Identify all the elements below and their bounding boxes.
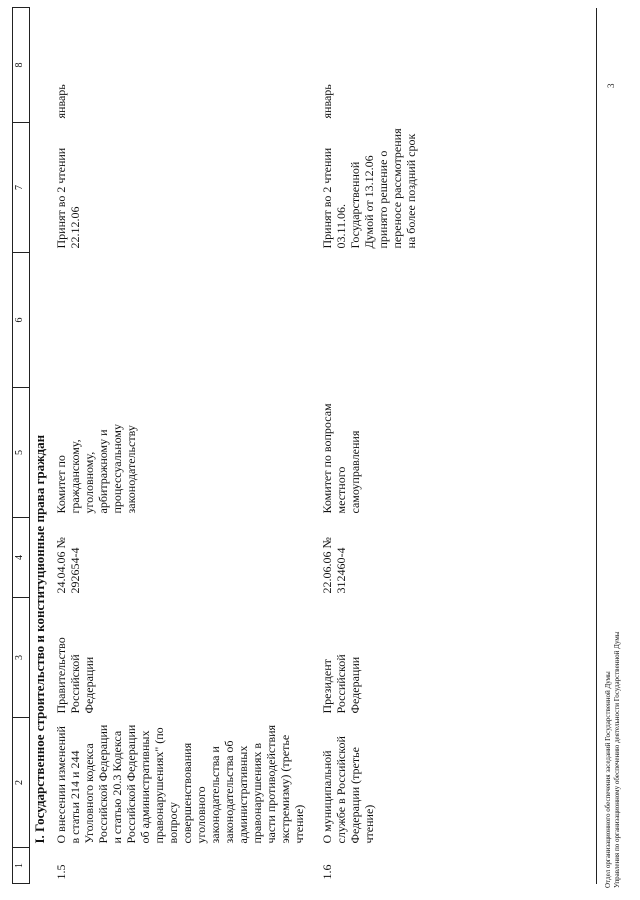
footer-line: Управления по организационному обеспечению деятельности Государственной Думы <box>613 631 621 888</box>
column-number: 6 <box>13 253 30 388</box>
section-title: I. Государственное строительство и конституционные права граждан <box>32 434 47 844</box>
bill-title: О внесении изменений в статьи 214 и 244 Уголовного кодекса Российской Федерации и статью 20.3 Кодекса Российской Федерации об административных правонарушениях" (по вопросу совершенствования уголовного законодательства и законодательства об административных правонарушениях в части противодействия экстремизму) (третье чтение) <box>54 724 306 844</box>
row-number: 1.6 <box>320 864 334 880</box>
bill-author: Правительство Российской Федерации <box>54 637 96 714</box>
bill-date-number: 24.04.06 № 292654-4 <box>54 537 82 594</box>
section-row <box>30 8 51 884</box>
page-number: 3 <box>606 83 616 88</box>
bill-title: О муниципальной службе в Российской Федерации (третье чтение) <box>320 736 376 844</box>
planned-month: январь <box>54 84 68 119</box>
bill-status: Принят во 2 чтении 03.11.06. Государственной Думой от 13.12.06 принято решение о переносе рассмотрения на более поздний срок <box>320 128 418 249</box>
table-row <box>50 8 316 884</box>
footer <box>604 632 622 888</box>
responsible-committee: Комитет по гражданскому, уголовному, арбитражному и процессуальному законодательству <box>54 424 138 514</box>
bill-status: Принят во 2 чтении 22.12.06 <box>54 147 82 249</box>
column-number: 7 <box>13 123 30 253</box>
column-number: 3 <box>13 598 30 718</box>
column-number: 5 <box>13 388 30 518</box>
bill-date-number: 22.06.06 № 312460-4 <box>320 537 348 594</box>
responsible-committee: Комитет по вопросам местного самоуправления <box>320 403 362 514</box>
table-row <box>316 8 428 884</box>
column-number: 1 <box>13 848 30 884</box>
column-number: 2 <box>13 718 30 848</box>
row-number: 1.5 <box>54 864 68 880</box>
column-6-cell <box>316 253 428 388</box>
column-number: 8 <box>13 8 30 123</box>
bottom-rule <box>596 8 597 884</box>
column-6-cell <box>50 253 316 388</box>
column-number-row <box>13 8 30 884</box>
planned-month: январь <box>320 84 334 119</box>
footer-line: Отдел организационного обеспечения заседаний Государственной Думы <box>604 671 612 888</box>
bills-table <box>12 7 428 884</box>
bill-author: Президент Российской Федерации <box>320 654 362 714</box>
column-number: 4 <box>13 518 30 598</box>
